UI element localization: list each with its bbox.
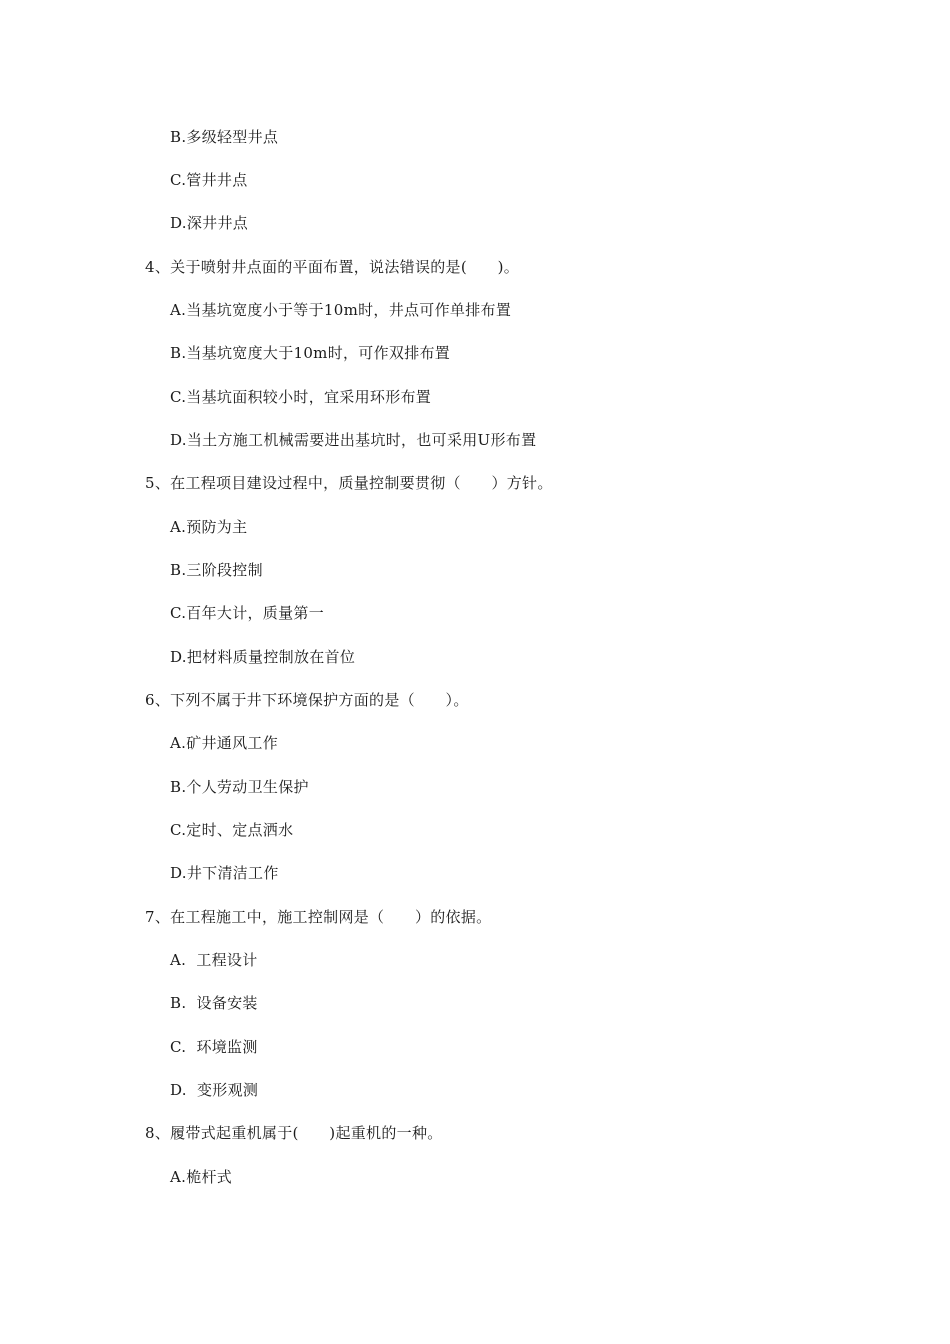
q5-option-d: D.把材料质量控制放在首位 bbox=[170, 648, 356, 666]
question-4-stem: 4、关于喷射井点面的平面布置，说法错误的是( )。 bbox=[145, 258, 520, 276]
q5-option-c: C.百年大计，质量第一 bbox=[170, 604, 325, 622]
q5-option-b: B.三阶段控制 bbox=[170, 561, 263, 579]
question-5-stem: 5、在工程项目建设过程中，质量控制要贯彻（ ）方针。 bbox=[145, 474, 553, 492]
q6-option-d: D.井下清洁工作 bbox=[170, 864, 279, 882]
q3-option-c: C.管井井点 bbox=[170, 171, 248, 189]
q4-option-a: A.当基坑宽度小于等于10m时，井点可作单排布置 bbox=[170, 301, 512, 319]
q7-option-c: C. 环境监测 bbox=[170, 1038, 258, 1056]
q3-option-d: D.深井井点 bbox=[170, 214, 249, 232]
q6-option-a: A.矿井通风工作 bbox=[170, 734, 279, 752]
q7-option-b: B. 设备安装 bbox=[170, 994, 258, 1012]
q4-option-b: B.当基坑宽度大于10m时，可作双排布置 bbox=[170, 344, 451, 362]
q7-option-d: D. 变形观测 bbox=[170, 1081, 259, 1099]
q8-option-a: A.桅杆式 bbox=[170, 1168, 233, 1186]
q5-option-a: A.预防为主 bbox=[170, 518, 248, 536]
q7-option-a: A. 工程设计 bbox=[170, 951, 258, 969]
question-8-stem: 8、履带式起重机属于( )起重机的一种。 bbox=[145, 1124, 443, 1142]
q4-option-c: C.当基坑面积较小时，宜采用环形布置 bbox=[170, 388, 432, 406]
q6-option-b: B.个人劳动卫生保护 bbox=[170, 778, 309, 796]
q3-option-b: B.多级轻型井点 bbox=[170, 128, 279, 146]
q4-option-d: D.当土方施工机械需要进出基坑时，也可采用U形布置 bbox=[170, 431, 537, 449]
q6-option-c: C.定时、定点洒水 bbox=[170, 821, 294, 839]
question-7-stem: 7、在工程施工中，施工控制网是（ ）的依据。 bbox=[145, 908, 492, 926]
question-6-stem: 6、下列不属于井下环境保护方面的是（ ）。 bbox=[145, 691, 469, 709]
